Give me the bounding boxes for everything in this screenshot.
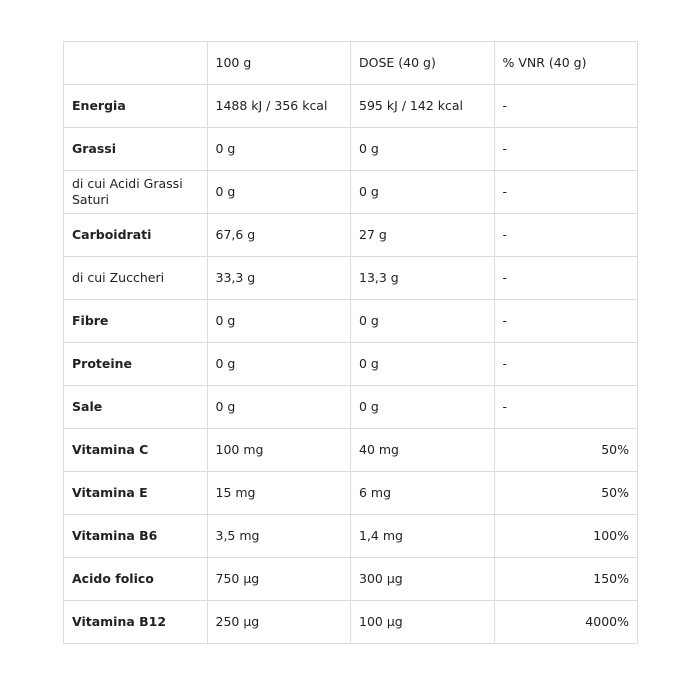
- cell-vnr: -: [494, 171, 638, 214]
- table-row: [64, 558, 638, 601]
- cell-vnr: 50%: [494, 429, 638, 472]
- cell-per100: 15 mg: [207, 472, 351, 515]
- table-row: [64, 257, 638, 300]
- cell-vnr: 4000%: [494, 601, 638, 644]
- cell-dose: 595 kJ / 142 kcal: [351, 85, 495, 128]
- cell-dose: 1,4 mg: [351, 515, 495, 558]
- cell-dose: 100 µg: [351, 601, 495, 644]
- cell-vnr: -: [494, 343, 638, 386]
- cell-per100: 0 g: [207, 343, 351, 386]
- table-header-row: [64, 42, 638, 85]
- cell-dose: 0 g: [351, 343, 495, 386]
- cell-per100: 33,3 g: [207, 257, 351, 300]
- table-row: [64, 343, 638, 386]
- cell-per100: 67,6 g: [207, 214, 351, 257]
- row-label: Fibre: [64, 300, 208, 343]
- table-row: [64, 214, 638, 257]
- row-label: Carboidrati: [64, 214, 208, 257]
- cell-dose: 300 µg: [351, 558, 495, 601]
- cell-vnr: -: [494, 85, 638, 128]
- cell-vnr: -: [494, 128, 638, 171]
- cell-vnr: -: [494, 214, 638, 257]
- cell-per100: 0 g: [207, 128, 351, 171]
- row-label: Energia: [64, 85, 208, 128]
- header-cell-vnr: % VNR (40 g): [494, 42, 638, 85]
- cell-vnr: -: [494, 386, 638, 429]
- table-row: [64, 472, 638, 515]
- cell-dose: 6 mg: [351, 472, 495, 515]
- cell-per100: 750 µg: [207, 558, 351, 601]
- row-label: Proteine: [64, 343, 208, 386]
- row-label: Grassi: [64, 128, 208, 171]
- table-row: [64, 601, 638, 644]
- row-label: Acido folico: [64, 558, 208, 601]
- cell-dose: 0 g: [351, 300, 495, 343]
- header-cell-empty: [64, 42, 208, 85]
- cell-dose: 40 mg: [351, 429, 495, 472]
- row-label: di cui Zuccheri: [64, 257, 208, 300]
- cell-per100: 0 g: [207, 386, 351, 429]
- cell-vnr: 100%: [494, 515, 638, 558]
- table-row: [64, 85, 638, 128]
- nutrition-table-body: [64, 42, 638, 644]
- header-cell-dose: DOSE (40 g): [351, 42, 495, 85]
- cell-per100: 0 g: [207, 300, 351, 343]
- cell-dose: 0 g: [351, 386, 495, 429]
- table-row: [64, 429, 638, 472]
- cell-dose: 27 g: [351, 214, 495, 257]
- cell-dose: 0 g: [351, 171, 495, 214]
- row-label: Vitamina B12: [64, 601, 208, 644]
- cell-per100: 3,5 mg: [207, 515, 351, 558]
- cell-dose: 13,3 g: [351, 257, 495, 300]
- cell-per100: 1488 kJ / 356 kcal: [207, 85, 351, 128]
- cell-vnr: -: [494, 300, 638, 343]
- table-row: [64, 386, 638, 429]
- row-label: Vitamina E: [64, 472, 208, 515]
- cell-per100: 250 µg: [207, 601, 351, 644]
- table-row: [64, 171, 638, 214]
- row-label: Sale: [64, 386, 208, 429]
- cell-vnr: -: [494, 257, 638, 300]
- cell-per100: 0 g: [207, 171, 351, 214]
- cell-per100: 100 mg: [207, 429, 351, 472]
- header-cell-per100: 100 g: [207, 42, 351, 85]
- table-row: [64, 128, 638, 171]
- table-row: [64, 515, 638, 558]
- cell-vnr: 50%: [494, 472, 638, 515]
- table-row: [64, 300, 638, 343]
- row-label: Vitamina C: [64, 429, 208, 472]
- cell-dose: 0 g: [351, 128, 495, 171]
- nutrition-table: [63, 41, 638, 644]
- cell-vnr: 150%: [494, 558, 638, 601]
- row-label: Vitamina B6: [64, 515, 208, 558]
- row-label: di cui Acidi Grassi Saturi: [64, 171, 208, 214]
